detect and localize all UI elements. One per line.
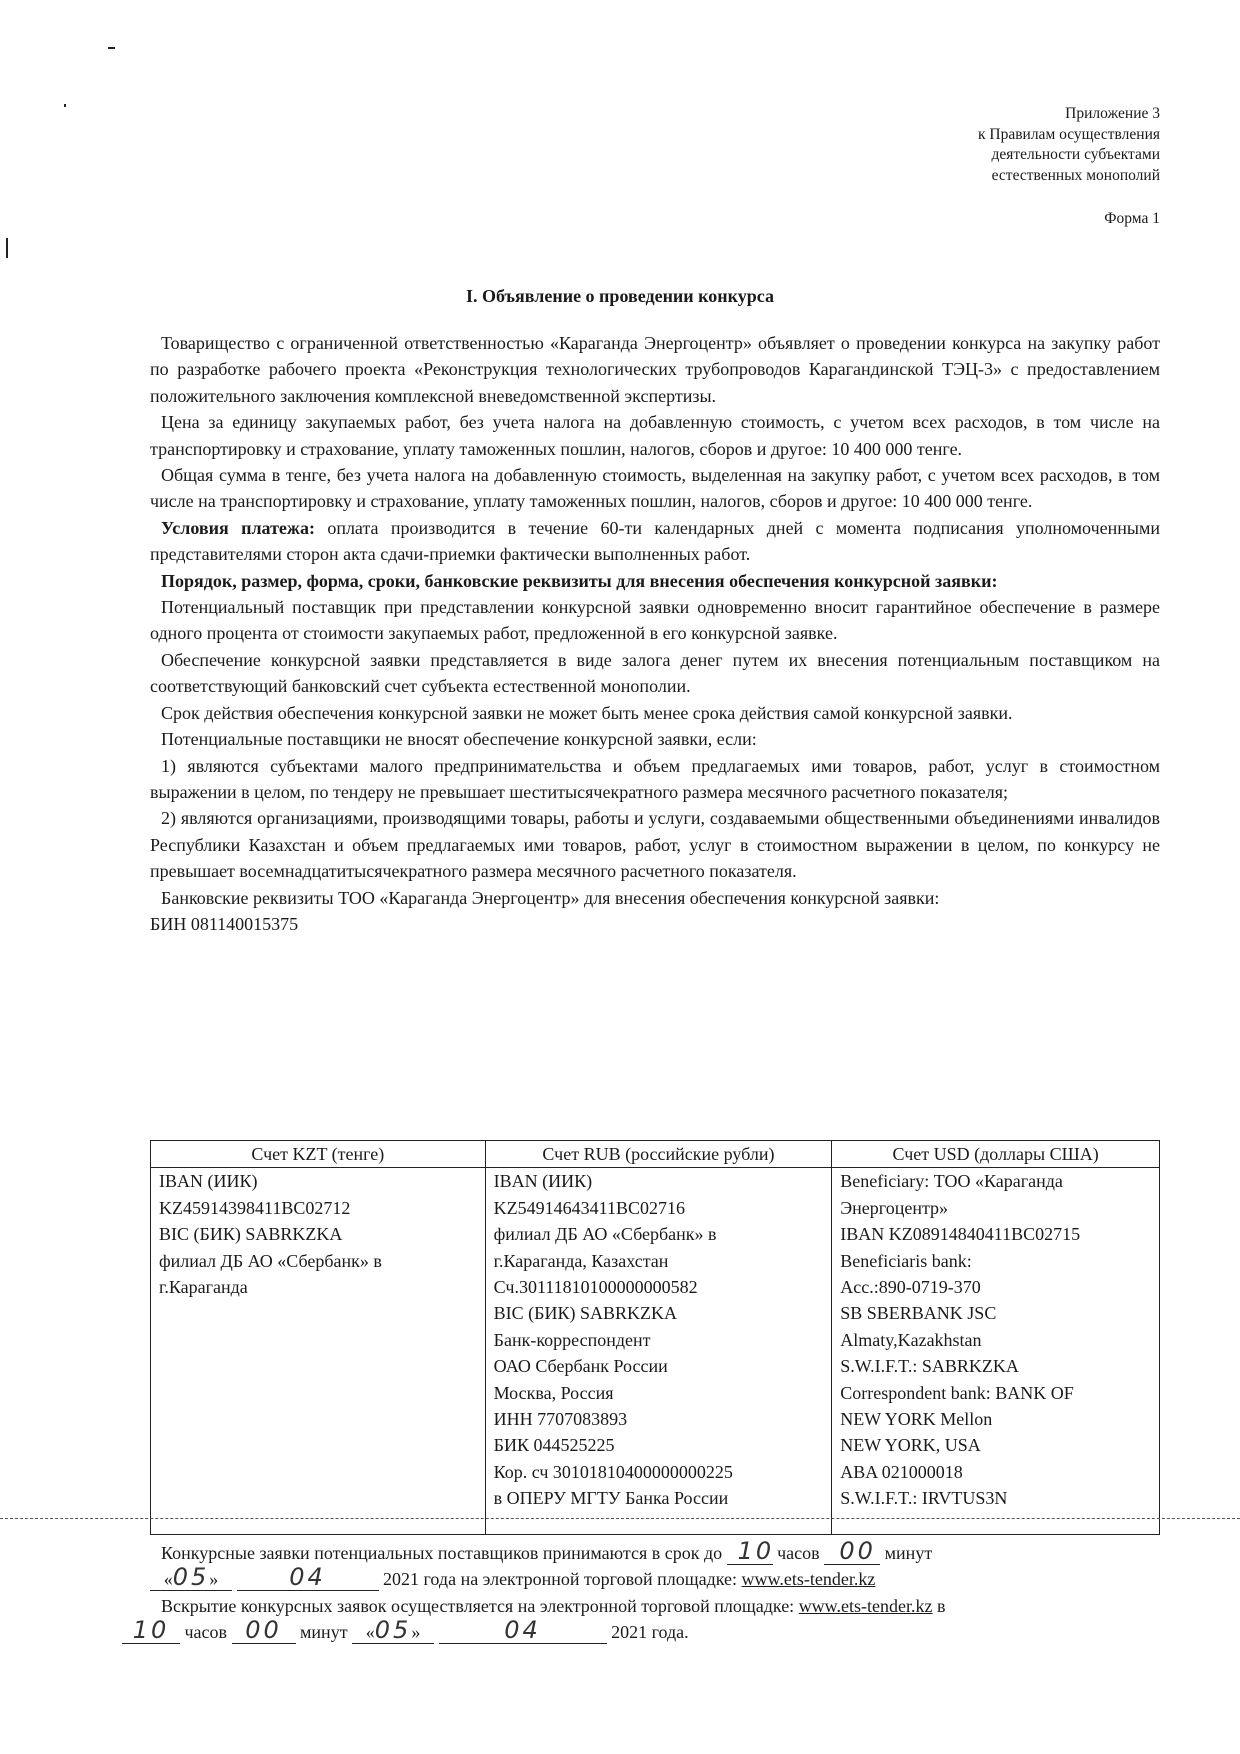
usd-line: Энергоцентр» (840, 1197, 949, 1218)
form-label: Форма 1 (1104, 210, 1160, 227)
paragraph: 2) являются организациями, производящими товары, работы и услуги, создаваемыми общественными объединениями инвалидов Республики Казахстан и объем предлагаемых ими товаров, работ, услуг в стоимостном выражении в целом, по конкурсу не превышает восемнадцатитысячекратного размера месячного расчетного показателя. (150, 808, 1160, 882)
kzt-line: г.Караганда (159, 1277, 248, 1298)
scan-dot (64, 104, 66, 107)
opening-year-text: 2021 года. (611, 1622, 689, 1643)
rub-line: IBAN (ИИК) (493, 1171, 593, 1192)
dashed-separator (0, 1518, 1240, 1519)
paragraph: Общая сумма в тенге, без учета налога на добавленную стоимость, выделенная на закупку работ, с учетом всех расходов, в том числе на транспортировку и страхование, уплату таможенных пошлин, налогов, сборов и другое: 10 400 000 тенге. (150, 465, 1160, 512)
annex-line: деятельности субъектами (991, 146, 1160, 163)
rub-line: Банк-корреспондент (493, 1329, 651, 1350)
paragraph: Цена за единицу закупаемых работ, без учета налога на добавленную стоимость, с учетом всех расходов, в том числе на транспортировку и страхование, уплату таможенных пошлин, налогов, сборов и другое: 10 400 000 тенге. (150, 412, 1160, 459)
payment-terms-label: Условия платежа: (161, 517, 315, 538)
kzt-line: IBAN (ИИК) (159, 1171, 258, 1192)
paragraph: Потенциальные поставщики не вносят обеспечение конкурсной заявки, если: (161, 729, 757, 750)
bank-details-table (150, 1140, 1160, 1535)
bin-number: БИН 081140015375 (150, 913, 299, 934)
submission-deadline (150, 1537, 1160, 1593)
rub-line: KZ54914643411BC02716 (493, 1197, 685, 1218)
handwritten-hour: 10 (737, 1537, 775, 1565)
opening-text: Вскрытие конкурсных заявок осуществляется на электронной торговой площадке: (161, 1596, 795, 1616)
table-row (151, 1168, 1160, 1535)
deadline-line-2 (150, 1563, 1160, 1592)
annex-header (978, 104, 1160, 186)
paragraph: Потенциальный поставщик при представлении конкурсной заявки одновременно вносит гарантийное обеспечение в размере одного процента от стоимости закупаемых работ, предложенной в его конкурсной заявке. (150, 597, 1160, 644)
quote-close: » (411, 1622, 421, 1643)
opening-day (352, 1616, 434, 1645)
usd-line: Acc.:890-0719-370 (840, 1277, 981, 1298)
rub-line: в ОПЕРУ МГТУ Банка России (493, 1488, 729, 1509)
annex-line: Приложение 3 (1065, 105, 1160, 122)
rub-line: филиал ДБ АО «Сбербанк» в (493, 1224, 717, 1245)
kzt-line: KZ45914398411BC02712 (159, 1197, 351, 1218)
usd-line: Correspondent bank: BANK OF (840, 1382, 1074, 1403)
kzt-line: филиал ДБ АО «Сбербанк» в (159, 1250, 382, 1271)
security-heading: Порядок, размер, форма, сроки, банковские реквизиты для внесения обеспечения конкурсной заявки: (161, 570, 998, 591)
usd-line: Beneficiary: ТОО «Караганда (840, 1171, 1063, 1192)
deadline-day (150, 1563, 232, 1592)
column-header-usd: Счет USD (доллары США) (832, 1141, 1160, 1168)
opening-minute (232, 1616, 296, 1645)
kzt-account-cell (151, 1168, 486, 1535)
usd-line: IBAN KZ08914840411BC02715 (840, 1224, 1081, 1245)
handwritten-month: 04 (289, 1563, 326, 1592)
handwritten-month: 04 (504, 1616, 541, 1645)
paragraph: Срок действия обеспечения конкурсной заявки не может быть менее срока действия самой конкурсной заявки. (161, 702, 1013, 723)
quote-open: « (365, 1622, 375, 1643)
paragraph: 1) являются субъектами малого предпринимательства и объем предлагаемых ими товаров, работ, услуг в стоимостном выражении в целом, по тендеру не превышает шеститысячекратного размера месячного расчетного показателя; (150, 755, 1160, 802)
rub-line: ОАО Сбербанк России (493, 1356, 668, 1377)
opening-in: в (936, 1596, 946, 1616)
opening-month (439, 1616, 607, 1645)
opening-hour (122, 1616, 180, 1645)
paragraph-payment-terms (150, 515, 1160, 568)
table-header-row (151, 1141, 1160, 1168)
usd-line: Almaty,Kazakhstan (840, 1329, 982, 1350)
usd-line: S.W.I.F.T.: SABRKZKA (840, 1356, 1019, 1377)
paragraph: Обеспечение конкурсной заявки представляется в виде залога денег путем их внесения потенциальным поставщиком на соответствующий банковский счет субъекта естественной монополии. (150, 649, 1160, 697)
deadline-minute (824, 1537, 880, 1565)
scan-dot (108, 47, 115, 49)
paragraph: Товарищество с ограниченной ответственностью «Караганда Энергоцентр» объявляет о проведении конкурса на закупку работ по разработке рабочего проекта «Реконструкция технологических трубопроводов Карагандинской ТЭЦ-3» с предоставлением положительного заключения комплексной вневедомственной экспертизы. (150, 333, 1160, 406)
deadline-hour (727, 1537, 775, 1565)
usd-line: NEW YORK Mellon (840, 1409, 993, 1430)
usd-line: ABA 021000018 (840, 1461, 963, 1482)
deadline-year-text: 2021 года на электронной торговой площадке: (383, 1569, 738, 1590)
handwritten-minute: 00 (839, 1537, 876, 1565)
column-header-kzt: Счет KZT (тенге) (151, 1141, 486, 1168)
rub-line: ИНН 7707083893 (493, 1409, 628, 1430)
rub-line: Кор. сч 30101810400000000225 (493, 1461, 733, 1482)
rub-line: г.Караганда, Казахстан (493, 1250, 669, 1271)
hours-label: часов (777, 1543, 820, 1563)
quote-open: « (163, 1569, 173, 1590)
payment-terms-text: оплата производится в течение 60-ти календарных дней с момента подписания уполномоченными представителями сторон акта сдачи-приемки фактически выполненных работ. (150, 517, 1160, 565)
handwritten-day: 05 (374, 1616, 412, 1645)
announcement-body (150, 330, 1160, 937)
deadline-text: Конкурсные заявки потенциальных поставщиков принимаются в срок до (161, 1543, 723, 1563)
annex-line: естественных монополий (991, 166, 1160, 184)
tender-site-link[interactable]: www.ets-tender.kz (798, 1596, 933, 1616)
usd-line: NEW YORK, USA (840, 1435, 981, 1456)
document-title: I. Объявление о проведении конкурса (465, 286, 775, 306)
scan-edge-mark (6, 238, 8, 258)
handwritten-day: 05 (172, 1563, 210, 1592)
rub-line: BIC (БИК) SABRKZKA (493, 1303, 677, 1324)
rub-line: БИК 044525225 (493, 1435, 615, 1456)
usd-line: S.W.I.F.T.: IRVTUS3N (840, 1488, 1008, 1509)
opening-schedule (132, 1593, 1160, 1646)
usd-line: SB SBERBANK JSC (840, 1303, 997, 1324)
quote-close: » (209, 1569, 219, 1590)
tender-site-link[interactable]: www.ets-tender.kz (741, 1569, 876, 1590)
rub-account-cell (485, 1168, 832, 1535)
hours-label: часов (184, 1622, 228, 1643)
usd-account-cell (832, 1168, 1160, 1535)
paragraph-security-heading (150, 568, 1160, 594)
minutes-label: минут (300, 1622, 348, 1643)
annex-line: к Правилам осуществления (977, 125, 1160, 143)
minutes-label: минут (884, 1543, 933, 1563)
usd-line: Beneficiaris bank: (840, 1250, 972, 1271)
handwritten-hour: 10 (132, 1616, 170, 1645)
column-header-rub: Счет RUB (российские рубли) (485, 1141, 832, 1168)
rub-line: Москва, Россия (493, 1382, 614, 1403)
handwritten-minute: 00 (245, 1616, 282, 1645)
opening-line-1 (150, 1593, 1160, 1619)
rub-line: Сч.30111810100000000582 (493, 1277, 698, 1298)
opening-line-2 (122, 1616, 1160, 1645)
paragraph-bank-intro: Банковские реквизиты ТОО «Караганда Энергоцентр» для внесения обеспечения конкурсной заявки: (161, 887, 940, 908)
kzt-line: BIC (БИК) SABRKZKA (159, 1224, 343, 1245)
deadline-month (237, 1563, 379, 1592)
